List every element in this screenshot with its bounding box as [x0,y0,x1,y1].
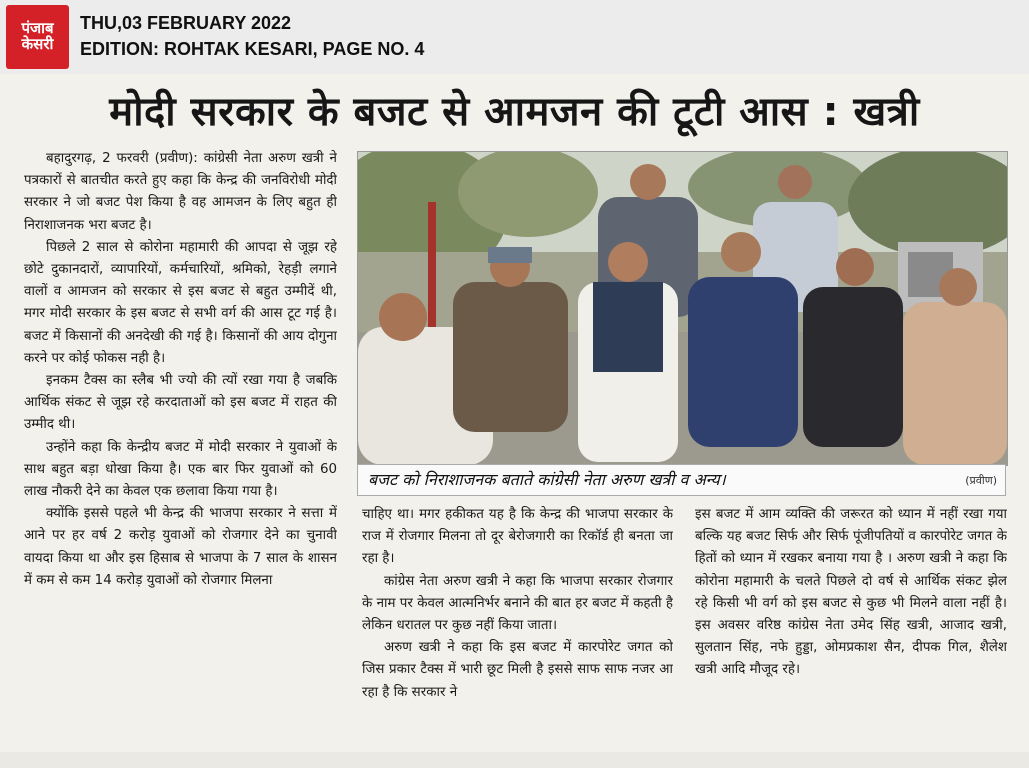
logo-line2: केसरी [21,35,54,53]
article-column-2 [362,504,673,744]
edition-date: THU,03 FEBRUARY 2022 [80,13,292,33]
paragraph: इनकम टैक्स का स्लैब भी ज्यो की त्यों रखा गया है जबकि आर्थिक संकट से जूझ रहे करदाताओं को इस बजट में राहत की उम्मीद थी। [24,373,337,433]
edition-info: EDITION: ROHTAK KESARI, PAGE NO. 4 [80,39,425,59]
paragraph: कांग्रेस नेता अरुण खत्री ने कहा कि भाजपा सरकार रोजगार के नाम पर केवल आत्मनिर्भर बनाने की बात हर बजट में कहती है लेकिन धरातल पर कुछ नहीं किया जाता। [362,573,673,634]
photo-caption-box [357,464,1006,496]
photo-credit: (प्रवीण) [965,474,997,487]
page-bottom-strip [0,752,1029,768]
paragraph: बहादुरगढ़, 2 फरवरी (प्रवीण): कांग्रेसी नेता अरुण खत्री ने पत्रकारों से बातचीत करते हुए कहा कि केन्द्र की जनविरोधी मोदी सरकार ने जो बजट पेश किया है वह आमजन के लिए बहुत ही निराशाजनक भरा बजट है। [24,151,337,233]
paragraph: इस बजट में आम व्यक्ति की जरूरत को ध्यान में नहीं रखा गया बल्कि यह बजट सिर्फ और सिर्फ पूंजीपतियों व कारपोरेट जगत के हितों को ध्यान में रखकर बनाया गया है । अरुण खत्री ने कहा कि कोरोना महामारी के चलते पिछले दो वर्ष से आर्थिक संकट झेल रहे किसी भी वर्ग को इस बजट से कुछ भी मिलने वाला नहीं है। इस अवसर वरिष्ठ कांग्रेस नेता उमेद सिंह खत्री, आजाद खत्री, सुलतान सिंह, नफे हुड्डा, ओमप्रकाश सैन, दीपक गिल, शैलेश खत्री आदि मौजूद रहे। [695,507,1007,678]
paragraph: चाहिए था। मगर हकीकत यह है कि केन्द्र की भाजपा सरकार के राज में रोजगार मिलना तो दूर बेरोजगारी का रिकॉर्ड ही बनता जा रहा है। [362,507,673,567]
news-photo [357,151,1008,466]
article-column-1 [24,148,337,748]
paragraph: पिछले 2 साल से कोरोना महामारी की आपदा से जूझ रहे छोटे दुकानदारों, व्यापारियों, कर्मचारियों, श्रमिको, रेहड़ी लगाने वालों व आमजन को सरकार से इस बजट से बहुत उम्मीदें थी, मगर मोदी सरकार के इस बजट से सभी वर्ग की आस टूट गई है। बजट में किसानों की अनदेखी की गई है। किसानों की आय दोगुना करने पर कोई फोकस नही है। [24,239,337,366]
group-photo-image [358,152,1007,465]
edition-meta [80,10,424,62]
logo-line1: पंजाब [21,19,54,38]
article-column-3 [695,504,1007,744]
article-headline: मोदी सरकार के बजट से आमजन की टूटी आस : खत्री [109,89,920,135]
photo-caption: बजट को निराशाजनक बताते कांग्रेसी नेता अरुण खत्री व अन्य। [368,470,726,489]
punjab-kesari-logo [6,5,69,69]
edition-header [0,0,1029,74]
paragraph: क्योंकि इससे पहले भी केन्द्र की भाजपा सरकार ने सत्ता में आने पर हर वर्ष 2 करोड़ युवाओं को रोजगार देने का चुनावी वायदा किया था और इस हिसाब से भाजपा के 7 साल के शासन में कम से कम 14 करोड़ युवाओं को रोजगार मिलना [24,506,337,588]
paragraph: अरुण खत्री ने कहा कि इस बजट में कारपोरेट जगत को जिस प्रकार टैक्स में भारी छूट मिली है इससे साफ साफ नजर आ रहा है कि सरकार ने [362,640,673,700]
paragraph: उन्होंने कहा कि केन्द्रीय बजट में मोदी सरकार ने युवाओं के साथ बहुत बड़ा धोखा किया है। एक बार फिर युवाओं को 60 लाख नौकरी देने का केवल एक छलावा किया गया है। [24,439,337,500]
